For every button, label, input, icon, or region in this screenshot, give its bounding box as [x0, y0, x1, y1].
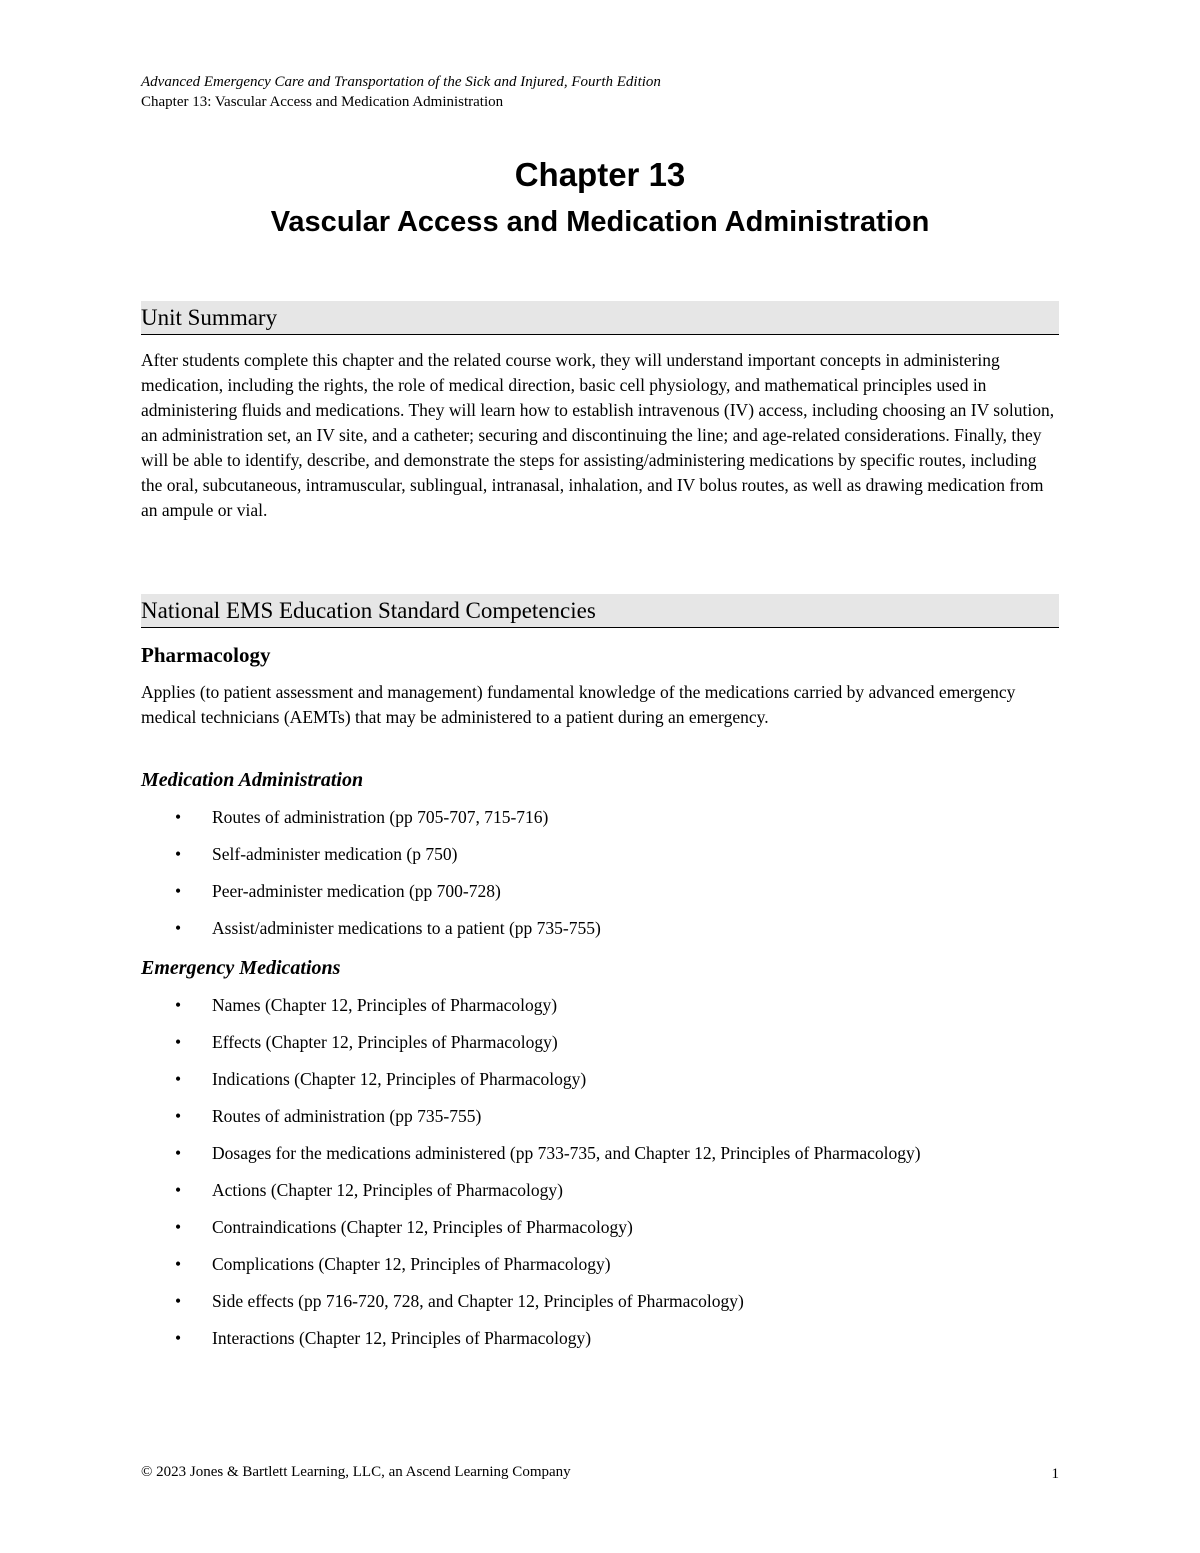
bullet-icon: • — [175, 1180, 182, 1200]
medication-administration-list — [141, 805, 1059, 953]
list-item: • Actions (Chapter 12, Principles of Pharmacology) — [141, 1178, 1059, 1203]
list-item: • Routes of administration (pp 735-755) — [141, 1104, 1059, 1129]
unit-summary-text: After students complete this chapter and the related course work, they will understand important concepts in administering medication, including the rights, the role of medical direction, basic cell physiology, and mathematical principles used in administering fluids and medications. They will learn how to establish intravenous (IV) access, including choosing an IV solution, an administration set, an IV site, and a catheter; securing and discontinuing the line; and age-related considerations. Finally, they will be able to identify, describe, and demonstrate the steps for assisting/administering medications by specific routes, including the oral, subcutaneous, intramuscular, sublingual, intranasal, inhalation, and IV bolus routes, as well as drawing medication from an ampule or vial. — [141, 350, 1055, 520]
unit-summary-heading: Unit Summary — [141, 305, 278, 330]
list-item: • Peer-administer medication (pp 700-728) — [141, 879, 1059, 904]
chapter-number: Chapter 13 — [514, 156, 686, 193]
emergency-medications-list — [141, 993, 1059, 1363]
pharmacology-text: Applies (to patient assessment and management) fundamental knowledge of the medications carried by advanced emergency medical technicians (AEMTs) that may be administered to a patient during an emergency. — [141, 682, 1016, 727]
title-block — [141, 152, 1059, 242]
bullet-icon: • — [175, 844, 182, 864]
list-item: • Side effects (pp 716-720, 728, and Chapter 12, Principles of Pharmacology) — [141, 1289, 1059, 1314]
bullet-icon: • — [175, 807, 182, 827]
list-item: • Indications (Chapter 12, Principles of Pharmacology) — [141, 1067, 1059, 1092]
running-header — [141, 72, 661, 112]
unit-summary-heading-band — [141, 301, 1059, 335]
bullet-icon: • — [175, 1069, 182, 1089]
emergency-medications-heading: Emergency Medications — [141, 957, 341, 979]
medication-administration-heading: Medication Administration — [141, 769, 364, 791]
bullet-icon: • — [175, 1032, 182, 1052]
bullet-icon: • — [175, 1328, 182, 1348]
list-item: • Complications (Chapter 12, Principles of Pharmacology) — [141, 1252, 1059, 1277]
bullet-icon: • — [175, 918, 182, 938]
list-item: • Dosages for the medications administered (pp 733-735, and Chapter 12, Principles of Pharmacology) — [141, 1141, 1059, 1166]
copyright-notice: © 2023 Jones & Bartlett Learning, LLC, an Ascend Learning Company — [141, 1464, 571, 1480]
bullet-icon: • — [175, 1291, 182, 1311]
bullet-icon: • — [175, 1143, 182, 1163]
page-number: 1 — [1051, 1466, 1059, 1482]
list-item: • Interactions (Chapter 12, Principles of Pharmacology) — [141, 1326, 1059, 1351]
pharmacology-heading: Pharmacology — [141, 643, 271, 667]
list-item: • Routes of administration (pp 705-707, 715-716) — [141, 805, 1059, 830]
bullet-icon: • — [175, 1217, 182, 1237]
book-title: Advanced Emergency Care and Transportation of the Sick and Injured, Fourth Edition — [141, 74, 661, 90]
list-item: • Assist/administer medications to a patient (pp 735-755) — [141, 916, 1059, 941]
list-item: • Names (Chapter 12, Principles of Pharmacology) — [141, 993, 1059, 1018]
chapter-title: Vascular Access and Medication Administration — [270, 206, 930, 238]
list-item: • Effects (Chapter 12, Principles of Pharmacology) — [141, 1030, 1059, 1055]
chapter-running-title: Chapter 13: Vascular Access and Medication Administration — [141, 94, 504, 110]
competencies-heading-band — [141, 594, 1059, 628]
bullet-icon: • — [175, 881, 182, 901]
bullet-icon: • — [175, 1106, 182, 1126]
competencies-heading: National EMS Education Standard Competencies — [141, 598, 596, 623]
page-footer — [141, 1462, 1059, 1482]
bullet-icon: • — [175, 1254, 182, 1274]
list-item: • Contraindications (Chapter 12, Principles of Pharmacology) — [141, 1215, 1059, 1240]
list-item: • Self-administer medication (p 750) — [141, 842, 1059, 867]
bullet-icon: • — [175, 995, 182, 1015]
